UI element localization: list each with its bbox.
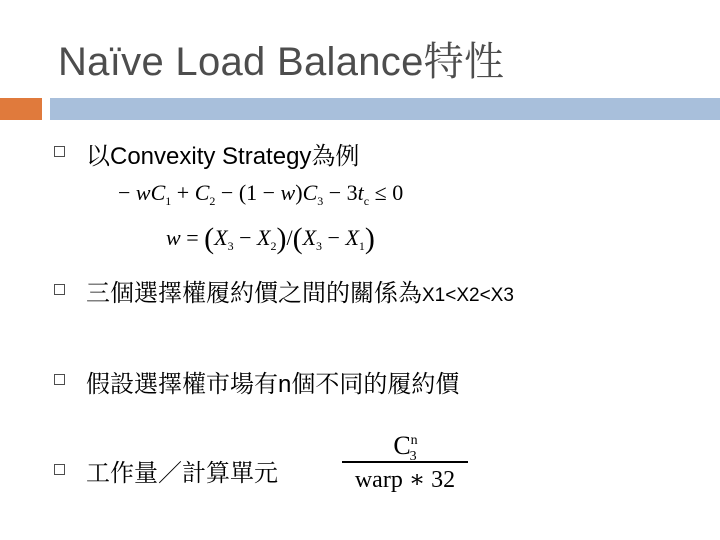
bullet-text-workload: 工作量／計算單元 [86,460,278,487]
bullet-text-strike-relation [86,273,514,308]
bullet-icon [54,464,65,475]
workload-fraction [342,423,468,495]
fraction-numerator: $C^n_3$ [393,431,418,464]
bullet-icon [54,284,65,295]
formula-convexity-condition: − $wC_1 + C_2 - (1 - w)C_3 - 3t_c \le 0$ [118,180,404,208]
fraction-bar [342,461,468,463]
fraction-denominator: warp ∗ 32 [354,467,456,493]
bullet-text-convexity: 以Convexity Strategy為例 [86,143,360,170]
slide-title: Naïve Load Balance特性 [58,40,505,84]
bullet-icon [54,146,65,157]
bullet-text-n-strikes: 假設選擇權市場有n個不同的履約價 [86,371,460,398]
strike-relation-inequality: X1<X2<X3 [422,285,514,306]
bullet-icon [54,374,65,385]
accent-bar-blue [50,98,720,120]
accent-bar-orange [0,98,42,120]
formula-weight-definition: $w = (X_3 - X_2)/(X_3 - X_1)$ [166,222,375,255]
strike-relation-text: 三個選擇權履約價之間的關係為 [86,280,422,307]
